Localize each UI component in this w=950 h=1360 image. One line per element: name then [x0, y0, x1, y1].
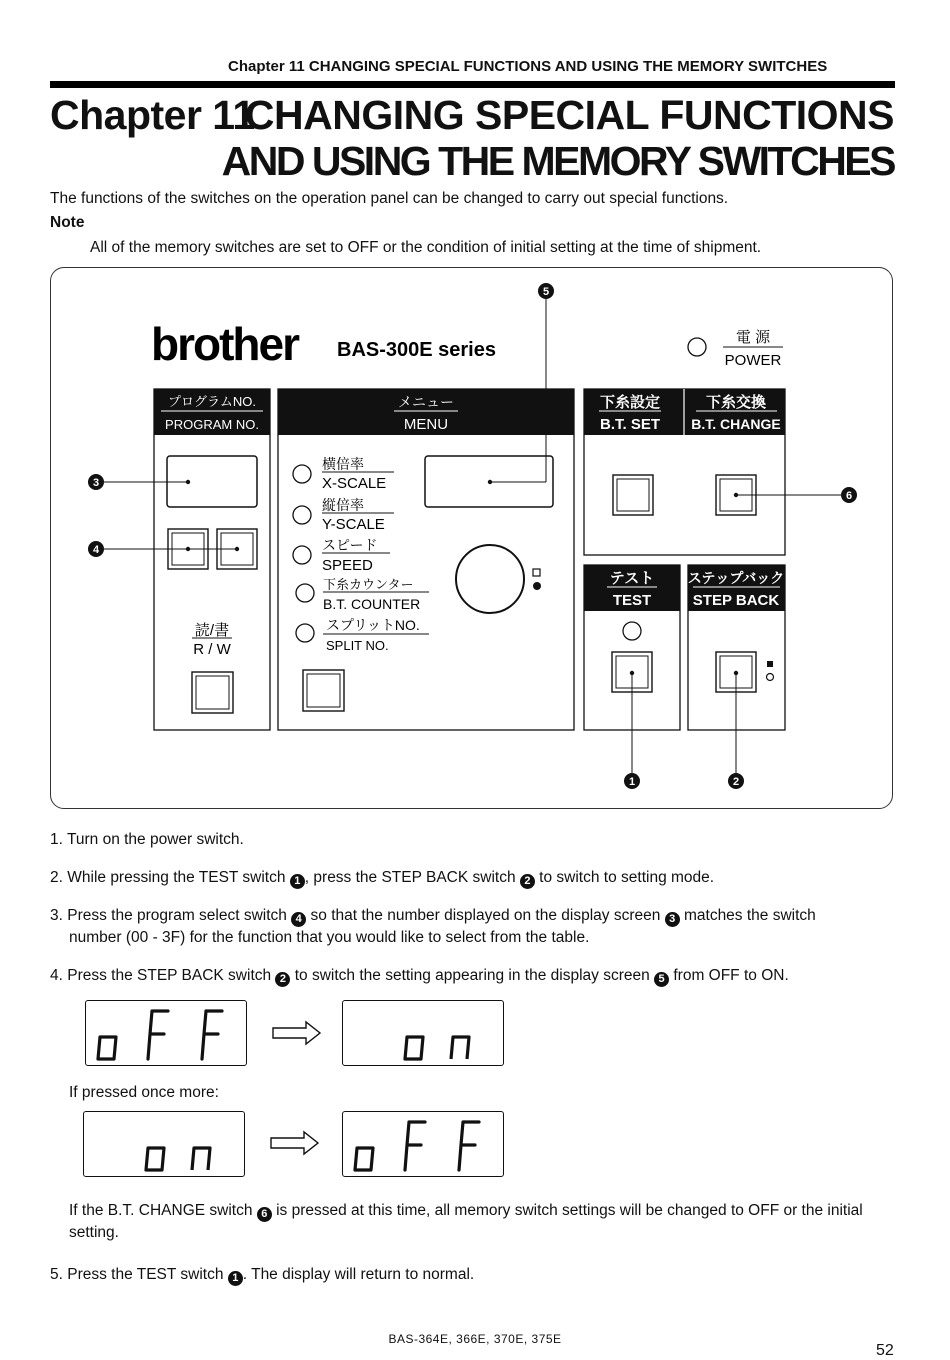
note-label: Note	[50, 214, 85, 231]
display-on-2-text: on	[164, 1152, 166, 1153]
speed-lamp	[293, 546, 311, 564]
y-scale-label-en: Y-SCALE	[322, 516, 385, 533]
display-on-2	[83, 1111, 245, 1177]
step-3-number: 3.	[50, 907, 63, 924]
split-no-label-jp: スプリットNO.	[326, 617, 420, 633]
power-label-jp: 電 源	[735, 329, 771, 346]
note-text: All of the memory switches are set to OFF or the condition of initial setting at the time of shipment.	[90, 239, 762, 256]
bt-set-label-jp: 下糸設定	[599, 394, 661, 411]
step-5-text-a: Press the TEST switch	[67, 1266, 228, 1283]
callout-3-label: 3	[92, 477, 100, 489]
page-number: 52	[876, 1342, 894, 1359]
menu-button	[303, 670, 344, 711]
callout-6-label: 6	[845, 490, 853, 502]
operation-panel-figure	[50, 267, 893, 809]
step-5	[50, 1264, 474, 1286]
brand-logo: brother	[151, 318, 298, 370]
callout-5-label: 5	[542, 286, 550, 298]
menu-item-split-no	[296, 617, 429, 653]
display-off-2-text: oFF	[423, 1152, 425, 1153]
step-back-label-jp: ステップバック	[687, 570, 785, 586]
speed-label-jp: スピード	[322, 537, 378, 553]
step-back-indicator-dot	[767, 674, 774, 681]
menu-item-y-scale	[293, 497, 394, 533]
display-off-1-segments	[86, 1001, 246, 1065]
display-on-1-segments	[343, 1001, 503, 1065]
bt-set-button	[613, 475, 653, 515]
model-name: BAS-300E series	[337, 339, 496, 361]
intro-paragraph: The functions of the switches on the operation panel can be changed to carry out special functions.	[50, 190, 729, 207]
bt-counter-label-jp: 下糸カウンター	[323, 577, 414, 592]
footer-models: BAS-364E, 366E, 370E, 375E	[388, 1332, 562, 1346]
callout-3-inline: 3	[665, 912, 680, 927]
callout-5-inline: 5	[654, 972, 669, 987]
callout-4-label: 4	[92, 544, 100, 556]
callout-2	[728, 773, 744, 789]
x-scale-label-en: X-SCALE	[322, 475, 387, 492]
menu-label-en: MENU	[403, 416, 449, 433]
step-5-number: 5.	[50, 1266, 63, 1283]
callout-4-inline: 4	[291, 912, 306, 927]
display-off-1	[85, 1000, 247, 1066]
bt-change-label-en: B.T. CHANGE	[691, 416, 781, 432]
step-3-line1	[50, 905, 896, 927]
display-off-2-segments	[343, 1112, 503, 1176]
rw-label-jp: 読/書	[194, 622, 230, 639]
step-4-number: 4.	[50, 967, 63, 984]
callout-2-inline-b: 2	[275, 972, 290, 987]
step-3-text-a: Press the program select switch	[67, 907, 292, 924]
bt-set-button-inner	[617, 479, 649, 511]
test-label-en: TEST	[612, 592, 652, 609]
step-3-text-b: so that the number displayed on the display screen	[306, 907, 665, 924]
bt-change-note-line1	[69, 1200, 897, 1222]
step-1	[50, 829, 244, 851]
callout-1-inline: 1	[290, 874, 305, 889]
rw-button-inner	[196, 676, 229, 709]
program-label-jp: プログラムNO.	[168, 394, 256, 409]
bt-change-note-line2: setting.	[69, 1224, 119, 1241]
bt-change-note-text-b: is pressed at this time, all memory switch settings will be changed to OFF or the initial	[271, 1202, 863, 1219]
program-label-en: PROGRAM NO.	[165, 417, 259, 432]
step-4-text-a: Press the STEP BACK switch	[67, 967, 276, 984]
menu-item-bt-counter	[296, 577, 429, 612]
bt-counter-lamp	[296, 584, 314, 602]
step-2-text-b: , press the STEP BACK switch	[304, 869, 520, 886]
arrow-right-1	[272, 1020, 322, 1051]
dial-indicator-dot	[533, 582, 541, 590]
power-lamp	[688, 338, 706, 356]
step-3-line2: number (00 - 3F) for the function that you would like to select from the table.	[69, 929, 590, 946]
dial-indicator-square	[533, 569, 540, 576]
chapter-number: Chapter 11	[50, 92, 255, 138]
callout-1	[624, 773, 640, 789]
bt-change-label-jp: 下糸交換	[705, 394, 767, 411]
display-on-2-segments	[84, 1112, 244, 1176]
arrow-right-2	[270, 1130, 320, 1161]
step-back-indicator-square	[767, 661, 773, 667]
speed-label-en: SPEED	[322, 557, 373, 574]
step-4-text-c: from OFF to ON.	[669, 967, 789, 984]
chapter-title-line1: CHANGING SPECIAL FUNCTIONS	[244, 92, 894, 138]
callout-5	[538, 283, 554, 299]
bt-change-note-text-a: If the B.T. CHANGE switch	[69, 1202, 257, 1219]
menu-button-inner	[307, 674, 340, 707]
operation-panel-svg	[51, 268, 894, 810]
step-2-text-a: While pressing the TEST switch	[67, 869, 290, 886]
bt-set-label-en: B.T. SET	[599, 416, 661, 433]
display-on-1-text: on	[423, 1041, 425, 1042]
display-off-1-text: oFF	[166, 1041, 168, 1042]
callout-1-inline-b: 1	[228, 1271, 243, 1286]
rw-button	[192, 672, 233, 713]
callout-6	[841, 487, 857, 503]
chapter-title-line2: AND USING THE MEMORY SWITCHES	[221, 138, 894, 184]
callout-3	[88, 474, 104, 490]
header-rule	[50, 81, 895, 88]
pressed-once-more: If pressed once more:	[69, 1084, 219, 1101]
menu-item-speed	[293, 537, 390, 574]
step-1-number: 1.	[50, 831, 63, 848]
test-lamp	[623, 622, 641, 640]
step-2-number: 2.	[50, 869, 63, 886]
running-header: Chapter 11 CHANGING SPECIAL FUNCTIONS AND USING THE MEMORY SWITCHES	[228, 58, 828, 75]
power-label-en: POWER	[724, 352, 782, 369]
menu-item-x-scale	[293, 456, 394, 492]
step-4-text-b: to switch the setting appearing in the display screen	[290, 967, 655, 984]
step-3	[50, 905, 896, 949]
split-no-label-en: SPLIT NO.	[326, 638, 389, 653]
callout-2-label: 2	[732, 776, 740, 788]
callout-4	[88, 541, 104, 557]
step-2-text-c: to switch to setting mode.	[534, 869, 715, 886]
menu-label-jp: メニュー	[398, 394, 454, 410]
step-2	[50, 867, 714, 889]
step-1-text: Turn on the power switch.	[66, 831, 244, 848]
menu-jog-dial	[456, 545, 524, 613]
test-label-jp: テスト	[609, 570, 655, 587]
callout-2-inline: 2	[520, 874, 535, 889]
bt-counter-label-en: B.T. COUNTER	[323, 596, 421, 612]
x-scale-label-jp: 横倍率	[322, 456, 364, 472]
split-no-lamp	[296, 624, 314, 642]
y-scale-label-jp: 縦倍率	[322, 497, 364, 513]
display-off-2	[342, 1111, 504, 1177]
step-4	[50, 965, 789, 987]
step-5-text-b: . The display will return to normal.	[242, 1266, 475, 1283]
step-back-label-en: STEP BACK	[692, 592, 780, 609]
y-scale-lamp	[293, 506, 311, 524]
step-3-text-c: matches the switch	[679, 907, 816, 924]
x-scale-lamp	[293, 465, 311, 483]
bt-change-note	[69, 1200, 897, 1243]
rw-label-en: R / W	[193, 641, 231, 658]
display-on-1	[342, 1000, 504, 1066]
callout-6-inline: 6	[257, 1207, 272, 1222]
callout-1-label: 1	[628, 776, 636, 788]
